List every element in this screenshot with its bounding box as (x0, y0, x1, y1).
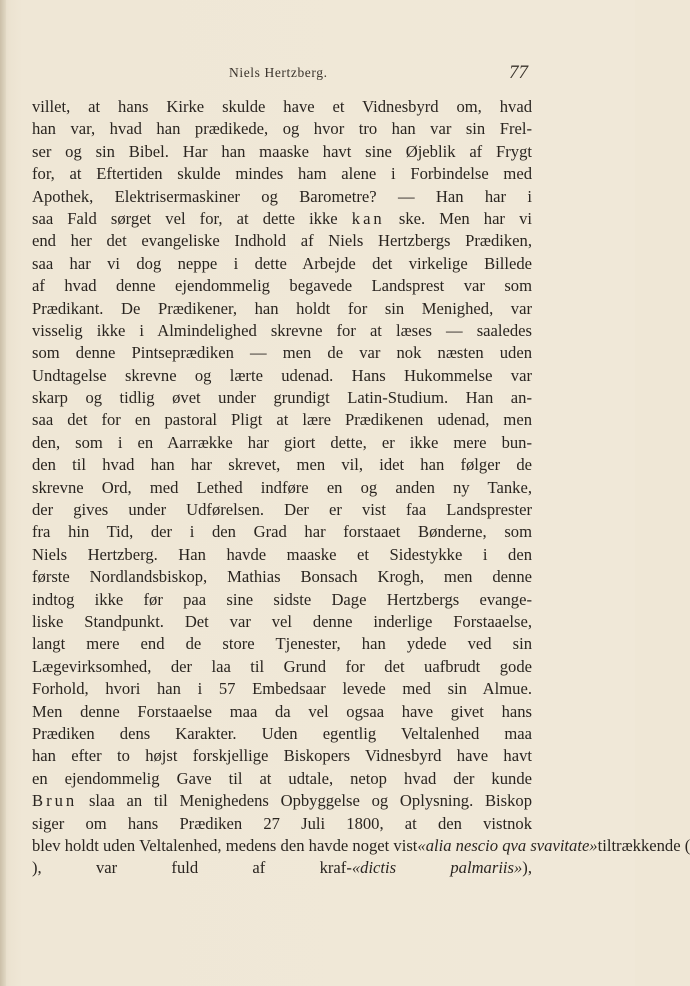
text-line: Apothek, Elektrisermaskiner og Barometre? — Han har i (32, 186, 532, 206)
text-fragment: ske. Men har vi (398, 208, 532, 228)
text-line: Prædiken dens Karakter. Uden egentlig Veltalenhed maa (32, 723, 532, 743)
text-fragment: ), (522, 858, 532, 878)
text-line (32, 790, 532, 812)
text-line: saa har vi dog neppe i dette Arbejde det virkelige Billede (32, 253, 532, 273)
text-line: indtog ikke før paa sine sidste Dage Hertzbergs evange- (32, 589, 532, 609)
text-line: Forhold, hvori han i 57 Embedsaar levede med sin Almue. (32, 679, 532, 699)
page-number: 77 (509, 62, 528, 83)
text-line: af hvad denne ejendommelig begavede Landsprest var som (32, 276, 532, 296)
running-title: Niels Hertzberg. (229, 65, 328, 80)
spaced-word: Brun (32, 791, 78, 811)
text-line: villet, at hans Kirke skulde have et Vidnesbyrd om, hvad (32, 97, 532, 116)
text-line: langt mere end de store Tjenester, han ydede ved sin (32, 634, 532, 654)
text-line: liske Standpunkt. Det var vel denne inderlige Forstaaelse, (32, 611, 532, 631)
text-line: han var, hvad han prædikede, og hvor tro han var sin Frel- (32, 119, 532, 139)
text-line: fra hin Tid, der i den Grad har forstaaet Bønderne, som (32, 522, 532, 542)
page-gutter-shadow (0, 0, 6, 986)
latin-quote: «dictis palmariis» (351, 858, 523, 878)
text-line (32, 857, 532, 879)
text-line: den til hvad han har skrevet, men vil, idet han følger de (32, 455, 532, 475)
text-fragment: blev holdt uden Veltalenhed, medens den havde noget vist (32, 835, 418, 855)
text-line: Prædikant. De Prædikener, han holdt for sin Menighed, var (32, 298, 532, 318)
text-fragment: slaa an til Menighedens Opbyggelse og Oplysning. Biskop (88, 791, 532, 811)
text-line: en ejendommelig Gave til at udtale, netop hvad der kunde (32, 768, 532, 788)
text-fragment: saa Fald sørget vel for, at dette ikke (32, 208, 338, 228)
text-line: saa det for en pastoral Pligt at lære Prædikenen udenad, men (32, 410, 532, 430)
text-line: ser og sin Bibel. Har han maaske havt sine Øjeblik af Frygt (32, 141, 532, 161)
text-line: for, at Eftertiden skulde mindes ham alene i Forbindelse med (32, 164, 532, 184)
spaced-word: kan (351, 208, 385, 228)
text-line: Lægevirksomhed, der laa til Grund for det uafbrudt gode (32, 656, 532, 676)
text-line: der gives under Udførelsen. Der er vist faa Landsprester (32, 500, 532, 520)
text-fragment: tiltrækkende ( (597, 835, 690, 855)
text-line: han efter to højst forskjellige Biskopers Vidnesbyrd have havt (32, 746, 532, 766)
text-line: Men denne Forstaaelse maa da vel ogsaa have givet hans (32, 701, 532, 721)
latin-quote: «alia nescio qva svavitate» (417, 835, 598, 855)
page-header (0, 62, 635, 86)
text-line (32, 835, 690, 857)
text-line: skrevne Ord, med Lethed indføre en og anden ny Tanke, (32, 477, 532, 497)
text-line: end her det evangeliske Indhold af Niels Hertzbergs Prædiken, (32, 231, 532, 251)
text-fragment: ), var fuld af kraf- (32, 858, 352, 878)
text-line: første Nordlandsbiskop, Mathias Bonsach Krogh, men denne (32, 567, 532, 587)
text-line (32, 208, 532, 230)
text-line: Undtagelse skrevne og lærte udenad. Hans Hukommelse var (32, 365, 532, 385)
text-line: siger om hans Prædiken 27 Juli 1800, at den vistnok (32, 813, 532, 833)
text-line: skarp og tidlig øvet under grundigt Latin-Studium. Han an- (32, 388, 532, 408)
text-line: visselig ikke i Almindelighed skrevne for at læses — saaledes (32, 320, 532, 340)
text-line: den, som i en Aarrække har giort dette, er ikke mere bun- (32, 432, 532, 452)
body-text (32, 96, 690, 880)
text-line: som denne Pintseprædiken — men de var nok næsten uden (32, 343, 532, 363)
text-line: Niels Hertzberg. Han havde maaske et Sidestykke i den (32, 544, 532, 564)
